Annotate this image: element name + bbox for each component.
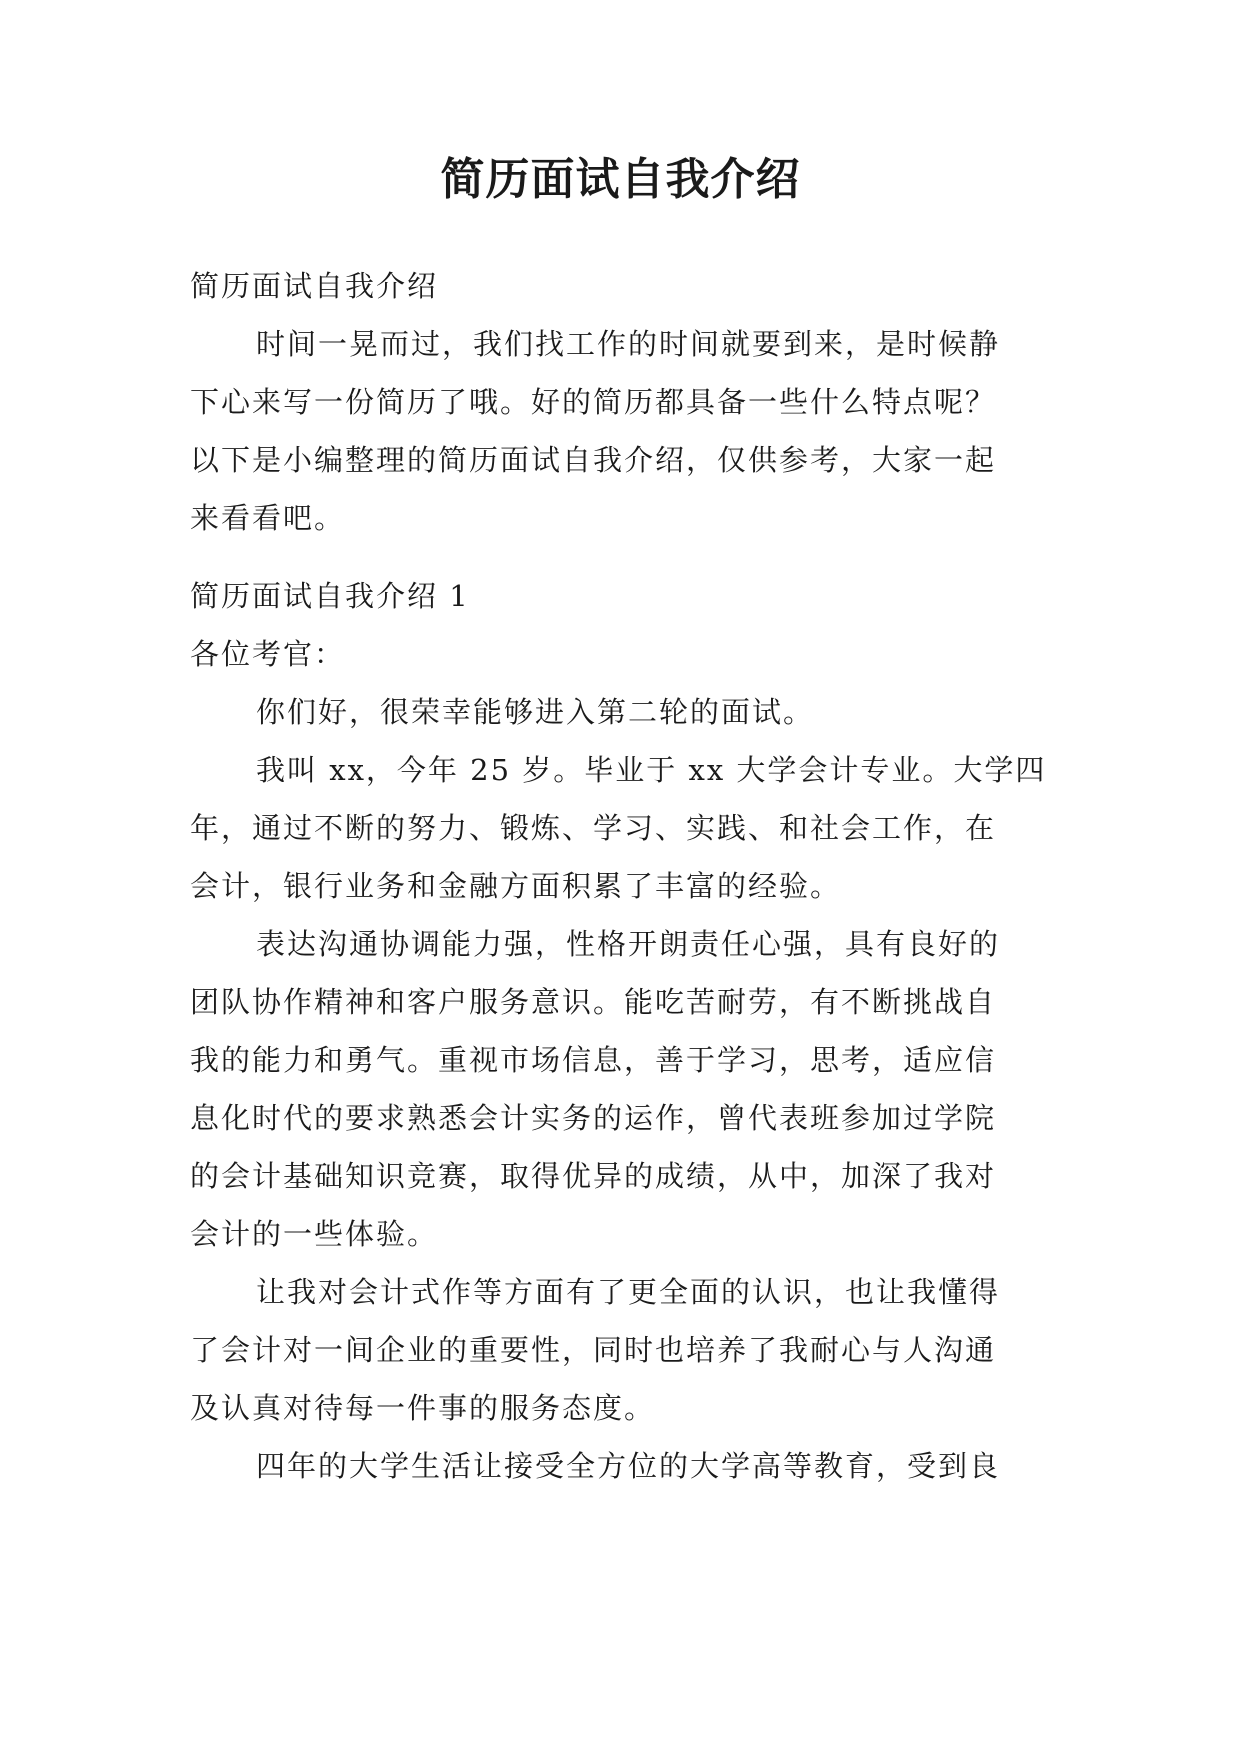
paragraph-line: 四年的大学生活让接受全方位的大学高等教育，受到良 [256,1449,1001,1483]
paragraph-line: 会计的一些体验。 [190,1217,439,1251]
paragraph-line: 我叫 xx，今年 25 岁。毕业于 xx 大学会计专业。大学四 [256,753,1047,787]
paragraph-line: 年，通过不断的努力、锻炼、学习、实践、和社会工作，在 [190,811,997,845]
paragraph-line: 息化时代的要求熟悉会计实务的运作，曾代表班参加过学院 [190,1101,997,1135]
paragraph-line: 让我对会计式作等方面有了更全面的认识，也让我懂得 [256,1275,1001,1309]
intro-block [190,257,1050,547]
document-title: 简历面试自我介绍 [440,154,801,205]
paragraph-line: 了会计对一间企业的重要性，同时也培养了我耐心与人沟通 [190,1333,997,1367]
intro-heading: 简历面试自我介绍 [190,269,439,303]
paragraph-line: 的会计基础知识竞赛，取得优异的成绩，从中，加深了我对 [190,1159,997,1193]
intro-line: 时间一晃而过，我们找工作的时间就要到来，是时候静 [256,327,1001,361]
paragraph-line: 你们好，很荣幸能够进入第二轮的面试。 [256,695,815,729]
paragraph-line: 会计，银行业务和金融方面积累了丰富的经验。 [190,869,842,903]
intro-line: 来看看吧。 [190,501,346,535]
paragraph-line: 表达沟通协调能力强，性格开朗责任心强，具有良好的 [256,927,1001,961]
salutation: 各位考官： [190,637,346,671]
intro-line: 下心来写一份简历了哦。好的简历都具备一些什么特点呢？ [190,385,997,419]
section-1 [190,567,1050,1495]
paragraph-line: 我的能力和勇气。重视市场信息，善于学习，思考，适应信 [190,1043,997,1077]
intro-line: 以下是小编整理的简历面试自我介绍，仅供参考，大家一起 [190,443,997,477]
section-heading: 简历面试自我介绍 1 [190,579,470,613]
paragraph-line: 团队协作精神和客户服务意识。能吃苦耐劳，有不断挑战自 [190,985,997,1019]
paragraph-line: 及认真对待每一件事的服务态度。 [190,1391,656,1425]
